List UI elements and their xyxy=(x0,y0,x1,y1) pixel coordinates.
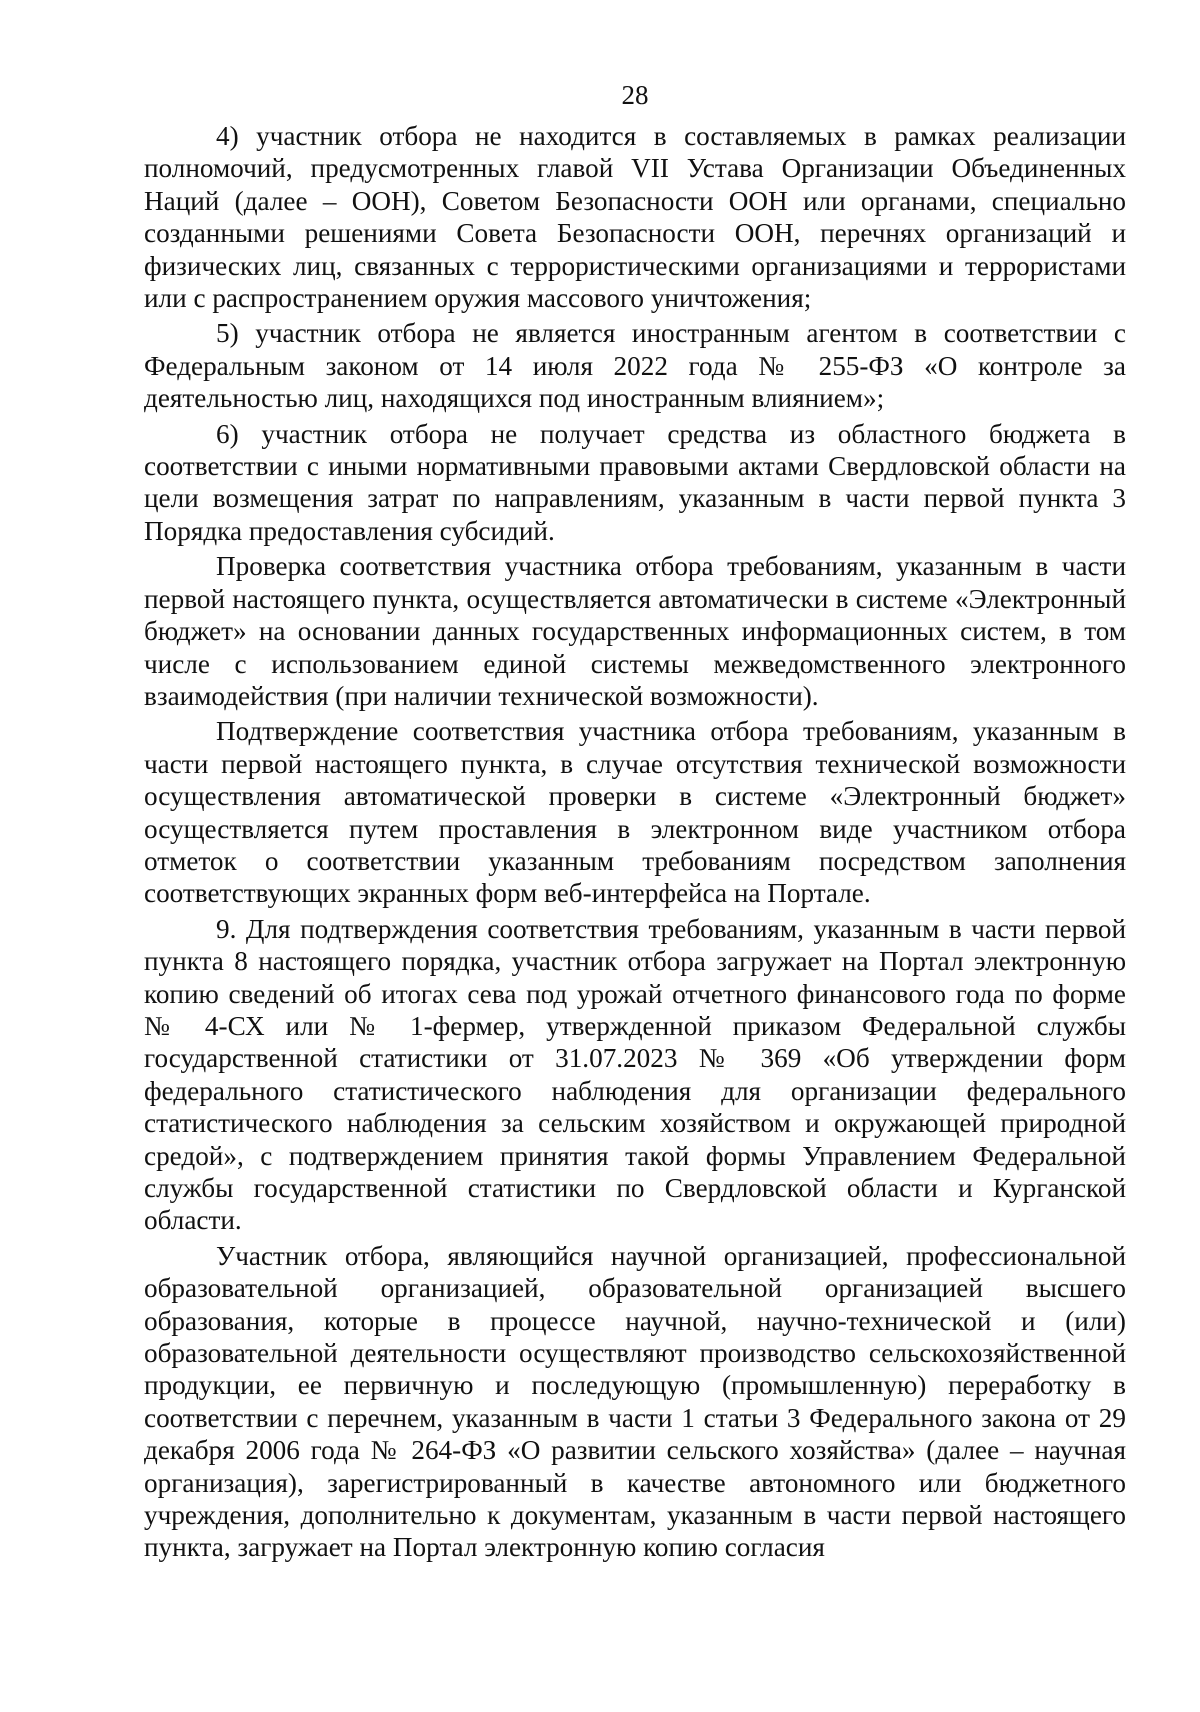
paragraph-confirmation: Подтверждение соответствия участника отбора требованиям, указанным в части первой настоящего пункта, в случае отсутствия технической возможности осуществления автоматической проверки в системе «Электронный бюджет» осуществляется путем проставления в электронном виде участником отбора отметок о соответствии указанным требованиям посредством заполнения соответствующих экранных форм веб-интерфейса на Портале. xyxy=(144,716,1126,909)
page-number: 28 xyxy=(621,80,649,110)
document-page xyxy=(144,78,1126,1564)
paragraph-item-6: 6) участник отбора не получает средства из областного бюджета в соответствии с иными нормативными правовыми актами Свердловской области на цели возмещения затрат по направлениям, указанным в части первой пункта 3 Порядка предоставления субсидий. xyxy=(144,418,1126,546)
paragraph-item-5: 5) участник отбора не является иностранным агентом в соответствии с Федеральным законом от 14 июля 2022 года № 255-ФЗ «О контроле за деятельностью лиц, находящихся под иностранным влиянием»; xyxy=(144,318,1126,414)
paragraph-item-4: 4) участник отбора не находится в составляемых в рамках реализации полномочий, предусмотренных главой VII Устава Организации Объединенных Наций (далее – ООН), Советом Безопасности ООН или органами, специально созданными решениями Совета Безопасности ООН, перечнях организаций и физических лиц, связанных с террористическими организациями и террористами или с распространением оружия массового уничтожения; xyxy=(144,121,1126,314)
paragraph-scientific-organization: Участник отбора, являющийся научной организацией, профессиональной образовательной организацией, образовательной организацией высшего образования, которые в процессе научной, научно-технической и (или) образовательной деятельности осуществляют производство сельскохозяйственной продукции, ее первичную и последующую (промышленную) переработку в соответствии с перечнем, указанным в части 1 статьи 3 Федерального закона от 29 декабря 2006 года № 264-ФЗ «О развитии сельского хозяйства» (далее – научная организация), зарегистрированный в качестве автономного или бюджетного учреждения, дополнительно к документам, указанным в части первой настоящего пункта, загружает на Портал электронную копию согласия xyxy=(144,1240,1126,1563)
paragraph-verification: Проверка соответствия участника отбора требованиям, указанным в части первой настоящего пункта, осуществляется автоматически в системе «Электронный бюджет» на основании данных государственных информационных систем, в том числе с использованием единой системы межведомственного электронного взаимодействия (при наличии технической возможности). xyxy=(144,551,1126,711)
paragraph-clause-9: 9. Для подтверждения соответствия требованиям, указанным в части первой пункта 8 настоящего порядка, участник отбора загружает на Портал электронную копию сведений об итогах сева под урожай отчетного финансового года по форме № 4-СХ или № 1-фермер, утвержденной приказом Федеральной службы государственной статистики от 31.07.2023 № 369 «Об утверждении форм федерального статистического наблюдения для организации федерального статистического наблюдения за сельским хозяйством и окружающей природной средой», с подтверждением принятия такой формы Управлением Федеральной службы государственной статистики по Свердловской области и Курганской области. xyxy=(144,913,1126,1236)
